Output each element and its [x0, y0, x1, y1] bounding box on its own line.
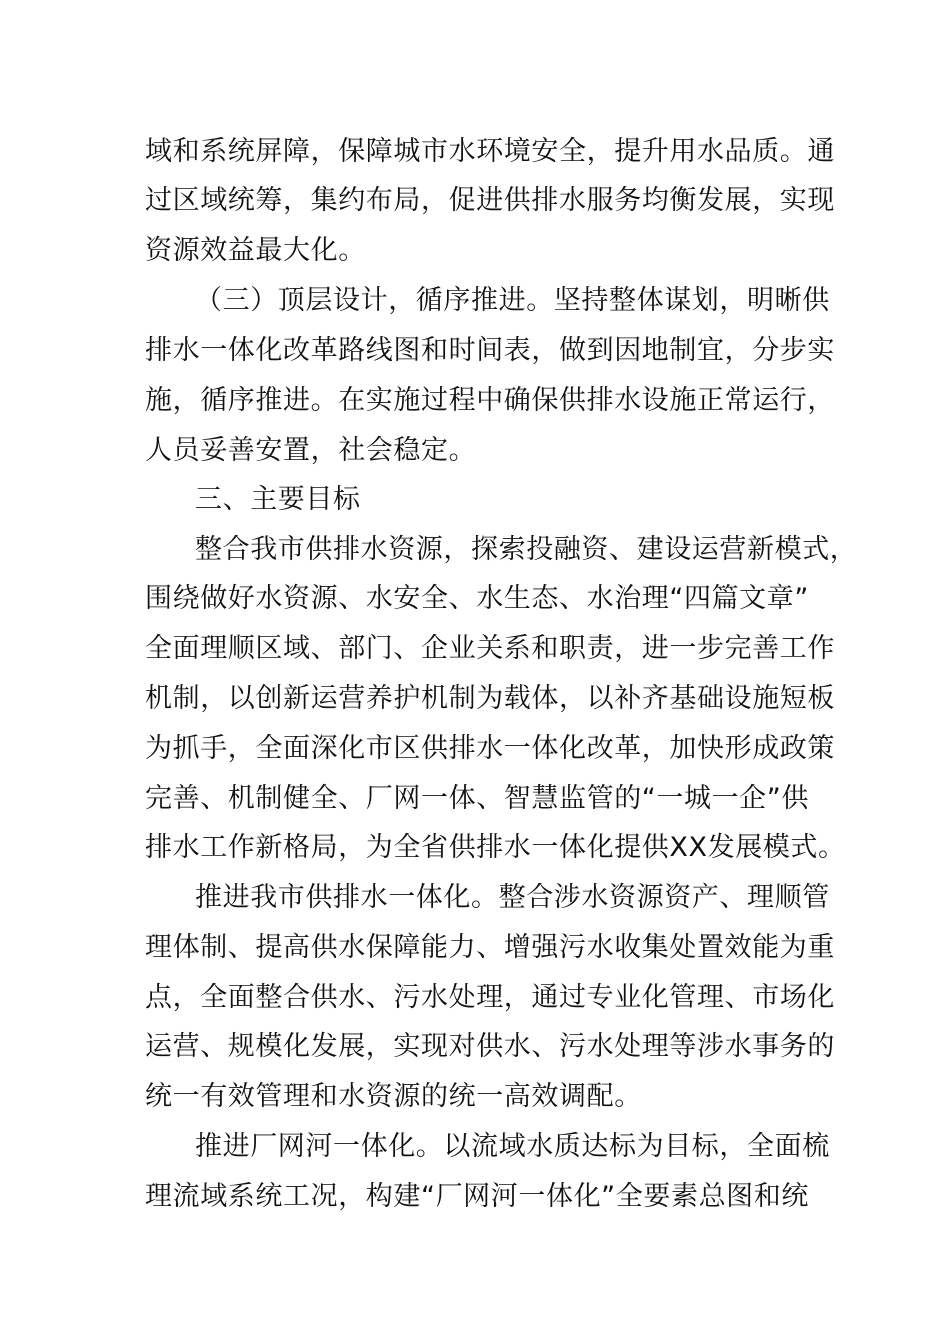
section-heading-3: （三）顶层设计，循序推进。坚持整体谋划，明晰供	[195, 285, 830, 316]
text-line: 理体制、提高供水保障能力、增强污水收集处置效能为重	[145, 932, 835, 963]
text-line: 整合我市供排水资源，探索投融资、建设运营新模式，	[195, 534, 858, 565]
text-line: 域和系统屏障，保障城市水环境安全，提升用水品质。通	[145, 136, 835, 167]
text-line: 全面理顺区域、部门、企业关系和职责，进一步完善工作	[145, 633, 835, 664]
text-line: 统一有效管理和水资源的统一高效调配。	[145, 1081, 642, 1112]
text-line: 完善、机制健全、厂网一体、智慧监管的“一城一企”供	[145, 783, 809, 814]
text-line: 点，全面整合供水、污水处理，通过专业化管理、市场化	[145, 982, 835, 1013]
text-line: 排水一体化改革路线图和时间表，做到因地制宜，分步实	[145, 335, 835, 366]
text-line: 围绕做好水资源、水安全、水生态、水治理“四篇文章”	[145, 583, 809, 614]
text-line: 排水工作新格局，为全省供排水一体化提供XX发展模式。	[145, 832, 846, 863]
text-line: 过区域统筹，集约布局，促进供排水服务均衡发展，实现	[145, 185, 835, 216]
text-line: 人员妥善安置，社会稳定。	[145, 435, 477, 466]
text-line: 推进我市供排水一体化。整合涉水资源资产、理顺管	[195, 882, 830, 913]
text-line: 推进厂网河一体化。以流域水质达标为目标，全面梳	[195, 1131, 830, 1162]
text-line: 资源效益最大化。	[145, 235, 366, 266]
section-heading-main-goals: 三、主要目标	[195, 484, 361, 515]
text-line: 运营、规模化发展，实现对供水、污水处理等涉水事务的	[145, 1031, 835, 1062]
text-line: 为抓手，全面深化市区供排水一体化改革，加快形成政策	[145, 733, 835, 764]
text-line: 施，循序推进。在实施过程中确保供排水设施正常运行，	[145, 385, 835, 416]
text-line: 机制，以创新运营养护机制为载体，以补齐基础设施短板	[145, 683, 835, 714]
text-line: 理流域系统工况，构建“厂网河一体化”全要素总图和统	[145, 1181, 809, 1212]
